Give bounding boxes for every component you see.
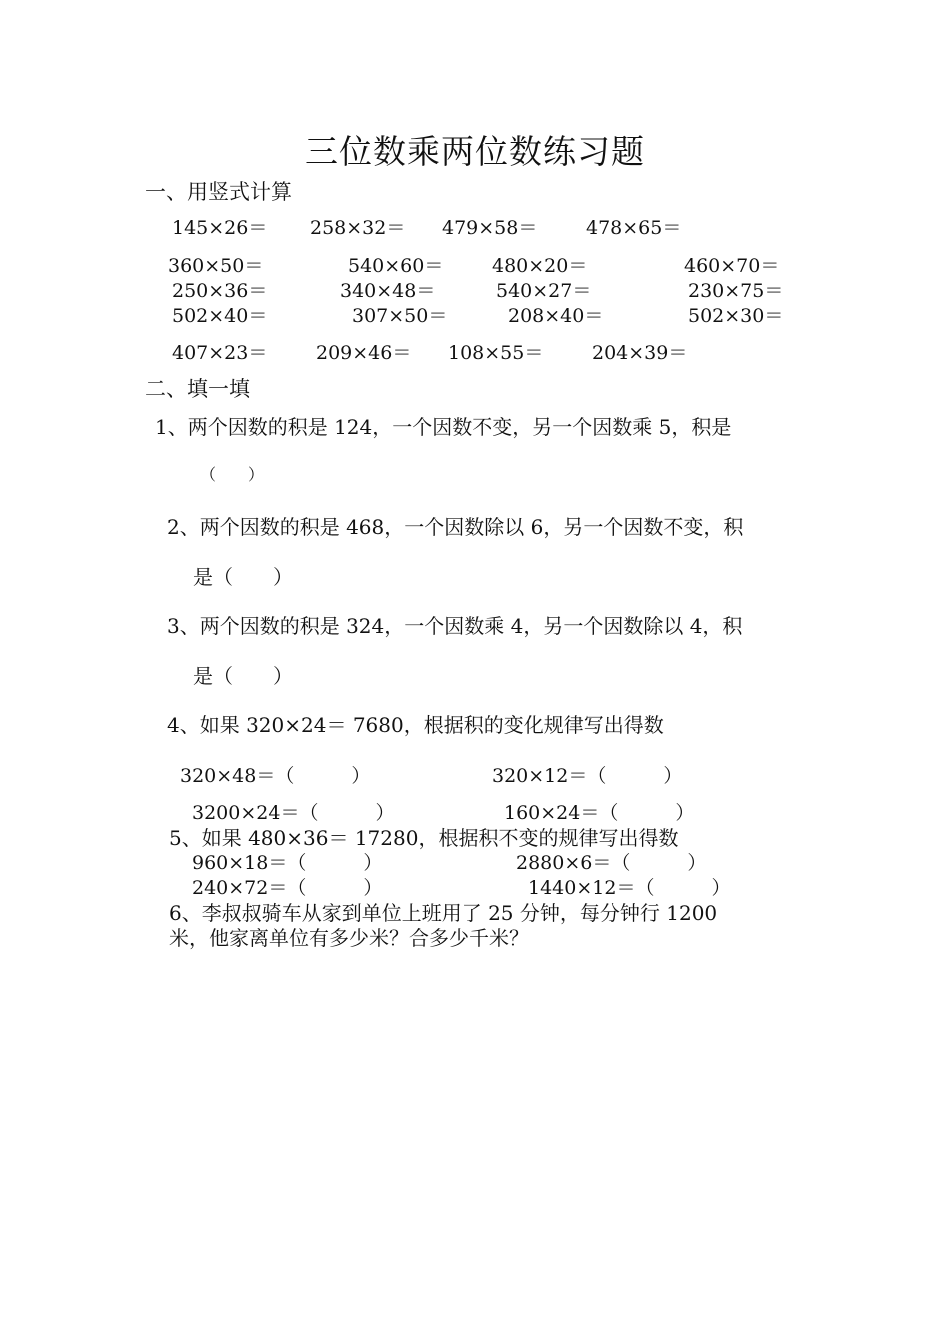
problem: 307×50＝	[352, 305, 448, 327]
question-6: 6、李叔叔骑车从家到单位上班用了 25 分钟，每分钟行 1200	[169, 901, 718, 925]
problem: 258×32＝	[310, 217, 406, 239]
problem: 108×55＝	[448, 342, 544, 364]
answer-blank: （ ）	[200, 465, 265, 484]
problem: 209×46＝	[316, 342, 412, 364]
problem: 230×75＝	[688, 280, 784, 302]
problem: 208×40＝	[508, 305, 604, 327]
problem: 145×26＝	[172, 217, 268, 239]
section2-heading: 二、填一填	[145, 377, 250, 401]
fill-item: 320×48＝（ ）	[180, 765, 371, 787]
question-2-line2: 是（ ）	[193, 565, 293, 589]
question-5: 5、如果 480×36＝ 17280，根据积不变的规律写出得数	[169, 826, 679, 850]
problem: 478×65＝	[586, 217, 682, 239]
problem: 204×39＝	[592, 342, 688, 364]
fill-item: 1440×12＝（ ）	[528, 877, 731, 899]
fill-item: 960×18＝（ ）	[192, 852, 383, 874]
problem: 480×20＝	[492, 255, 588, 277]
question-1: 1、两个因数的积是 124，一个因数不变，另一个因数乘 5，积是	[155, 415, 732, 439]
problem: 540×60＝	[348, 255, 444, 277]
question-4: 4、如果 320×24＝ 7680，根据积的变化规律写出得数	[167, 713, 664, 737]
problem: 340×48＝	[340, 280, 436, 302]
problem: 502×30＝	[688, 305, 784, 327]
fill-item: 240×72＝（ ）	[192, 877, 383, 899]
question-3-line2: 是（ ）	[193, 664, 293, 688]
problem: 460×70＝	[684, 255, 780, 277]
problem: 502×40＝	[172, 305, 268, 327]
fill-item: 2880×6＝（ ）	[516, 852, 707, 874]
problem: 407×23＝	[172, 342, 268, 364]
fill-item: 320×12＝（ ）	[492, 765, 683, 787]
question-3: 3、两个因数的积是 324，一个因数乘 4，另一个因数除以 4，积	[167, 614, 743, 638]
fill-item: 3200×24＝（ ）	[192, 802, 395, 824]
problem: 360×50＝	[168, 255, 264, 277]
section1-heading: 一、用竖式计算	[145, 180, 292, 204]
fill-item: 160×24＝（ ）	[504, 802, 695, 824]
problem: 540×27＝	[496, 280, 592, 302]
question-6-line2: 米，他家离单位有多少米？合多少千米？	[169, 926, 529, 950]
problem: 250×36＝	[172, 280, 268, 302]
page-title: 三位数乘两位数练习题	[305, 132, 645, 171]
question-2: 2、两个因数的积是 468，一个因数除以 6，另一个因数不变，积	[167, 515, 744, 539]
problem: 479×58＝	[442, 217, 538, 239]
